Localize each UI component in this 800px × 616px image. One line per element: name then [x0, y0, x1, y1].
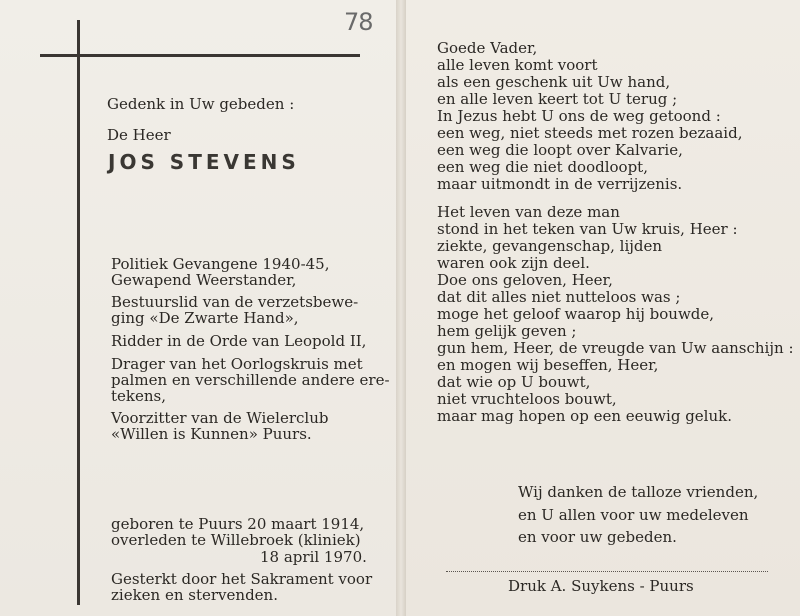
dotted-divider: [446, 571, 768, 572]
prayer-line: niet vruchteloos bouwt,: [437, 390, 617, 408]
prayer-line: een weg die loopt over Kalvarie,: [437, 141, 683, 159]
death-line: overleden te Willebroek (kliniek): [111, 531, 361, 549]
printer-credit: Druk A. Suykens - Puurs: [508, 577, 694, 595]
death-date: 18 april 1970.: [260, 548, 367, 566]
handwritten-archive-number: 78: [344, 8, 373, 36]
prayer-line: dat dit alles niet nutteloos was ;: [437, 288, 681, 306]
bio-line: «Willen is Kunnen» Puurs.: [111, 425, 312, 443]
prayer-line: stond in het teken van Uw kruis, Heer :: [437, 220, 738, 238]
prayer-line: alle leven komt voort: [437, 56, 598, 74]
prayer-line: gun hem, Heer, de vreugde van Uw aanschijn :: [437, 339, 794, 357]
prayer-request: Gedenk in Uw gebeden :: [107, 95, 295, 113]
thanks-line: Wij danken de talloze vrienden,: [518, 483, 759, 501]
bio-line: palmen en verschillende andere ere-: [111, 371, 390, 389]
prayer-line: Het leven van deze man: [437, 203, 620, 221]
prayer-line: moge het geloof waarop hij bouwde,: [437, 305, 715, 323]
sacrament-line: zieken en stervenden.: [111, 586, 278, 604]
cross-horizontal-bar: [40, 54, 360, 57]
prayer-line: maar uitmondt in de verrijzenis.: [437, 175, 683, 193]
birth-line: geboren te Puurs 20 maart 1914,: [111, 515, 365, 533]
bio-line: Politiek Gevangene 1940-45,: [111, 255, 330, 273]
honorific: De Heer: [107, 126, 171, 144]
bio-line: Drager van het Oorlogskruis met: [111, 355, 363, 373]
prayer-line: In Jezus hebt U ons de weg getoond :: [437, 107, 721, 125]
prayer-line: hem gelijk geven ;: [437, 322, 577, 340]
prayer-line: ziekte, gevangenschap, lijden: [437, 237, 663, 255]
thanks-line: en U allen voor uw medeleven: [518, 506, 749, 524]
prayer-line: maar mag hopen op een eeuwig geluk.: [437, 407, 732, 425]
bio-line: Gewapend Weerstander,: [111, 271, 297, 289]
bio-line: Bestuurslid van de verzetsbewe-: [111, 293, 359, 311]
prayer-line: Doe ons geloven, Heer,: [437, 271, 613, 289]
bio-line: tekens,: [111, 387, 166, 405]
prayer-line: en mogen wij beseffen, Heer,: [437, 356, 659, 374]
bio-line: Ridder in de Orde van Leopold II,: [111, 332, 367, 350]
bio-line: Voorzitter van de Wielerclub: [111, 409, 329, 427]
prayer-line: dat wie op U bouwt,: [437, 373, 591, 391]
prayer-line: een weg, niet steeds met rozen bezaaid,: [437, 124, 743, 142]
thanks-line: en voor uw gebeden.: [518, 528, 677, 546]
prayer-line: als een geschenk uit Uw hand,: [437, 73, 671, 91]
cross-vertical-bar: [77, 20, 80, 605]
prayer-line: Goede Vader,: [437, 39, 538, 57]
bio-line: ging «De Zwarte Hand»,: [111, 309, 299, 327]
deceased-name: JOS STEVENS: [108, 150, 300, 174]
prayer-line: en alle leven keert tot U terug ;: [437, 90, 678, 108]
sacrament-line: Gesterkt door het Sakrament voor: [111, 570, 373, 588]
prayer-line: waren ook zijn deel.: [437, 254, 590, 272]
prayer-line: een weg die niet doodloopt,: [437, 158, 648, 176]
card-fold: [396, 0, 406, 616]
